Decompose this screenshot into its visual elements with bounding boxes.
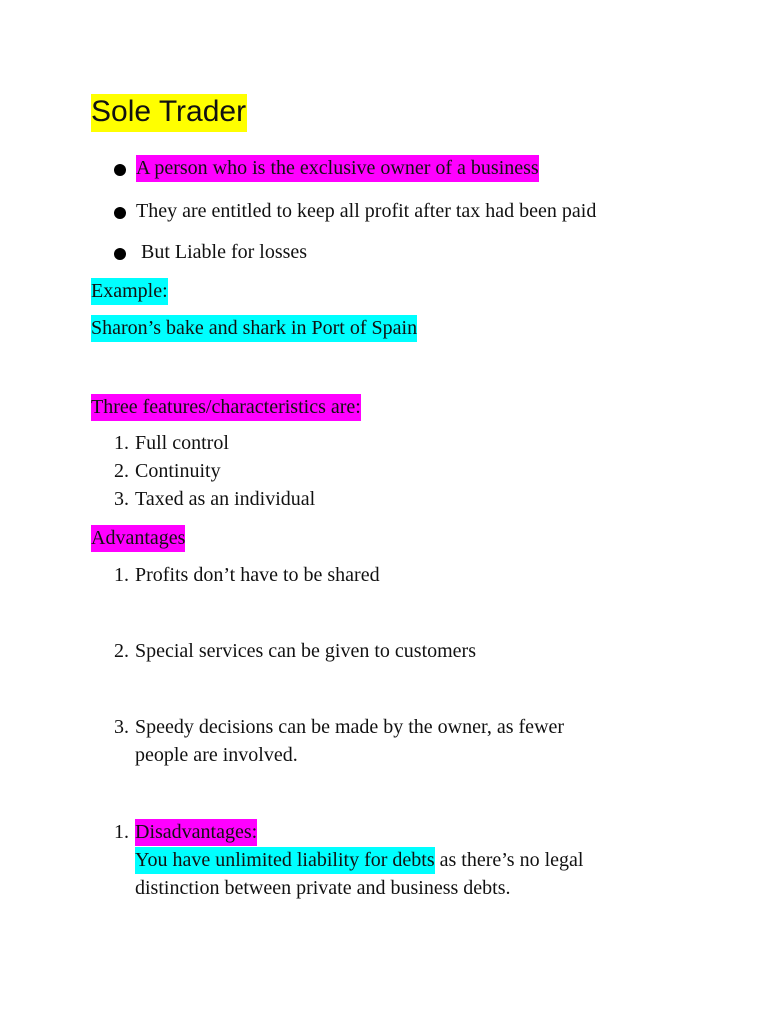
- list-text: Speedy decisions can be made by the owner, as fewer: [135, 716, 565, 738]
- bullet-dot-icon: [114, 164, 126, 176]
- list-number: 3.: [114, 488, 129, 510]
- page-title-text: Sole Trader: [91, 94, 247, 132]
- list-text: Special services can be given to customers: [135, 640, 476, 662]
- list-number: 3.: [114, 716, 129, 738]
- disadvantages-heading: [135, 819, 257, 846]
- bullet-text: But Liable for losses: [141, 241, 308, 263]
- list-text: Taxed as an individual: [135, 488, 316, 510]
- example-label-text: Example:: [91, 278, 168, 305]
- disadvantages-line: [135, 847, 583, 874]
- list-number: 2.: [114, 460, 129, 482]
- bullet-dot-icon: [114, 248, 126, 260]
- features-heading: [91, 394, 361, 421]
- disadvantages-heading-text: Disadvantages:: [135, 819, 257, 846]
- list-number: 1.: [114, 821, 129, 843]
- example-text: [91, 315, 417, 342]
- list-number: 1.: [114, 564, 129, 586]
- bullet-text: They are entitled to keep all profit after tax had been paid: [136, 200, 597, 222]
- disadvantages-line2: distinction between private and business debts.: [135, 877, 511, 899]
- example-text-content: Sharon’s bake and shark in Port of Spain: [91, 315, 417, 342]
- bullet-text: A person who is the exclusive owner of a business: [136, 155, 539, 182]
- advantages-heading: [91, 525, 185, 552]
- list-text: Continuity: [135, 460, 221, 482]
- advantages-heading-text: Advantages: [91, 525, 185, 552]
- features-heading-text: Three features/characteristics are:: [91, 394, 361, 421]
- disadvantages-rest: as there’s no legal: [434, 849, 584, 871]
- example-label: [91, 278, 168, 305]
- list-text: Full control: [135, 432, 229, 454]
- list-text-continued: people are involved.: [135, 744, 298, 766]
- list-text: Profits don’t have to be shared: [135, 564, 380, 586]
- bullet-dot-icon: [114, 207, 126, 219]
- disadvantages-highlight: You have unlimited liability for debts: [135, 847, 435, 874]
- page-title: [91, 94, 247, 132]
- list-number: 2.: [114, 640, 129, 662]
- list-number: 1.: [114, 432, 129, 454]
